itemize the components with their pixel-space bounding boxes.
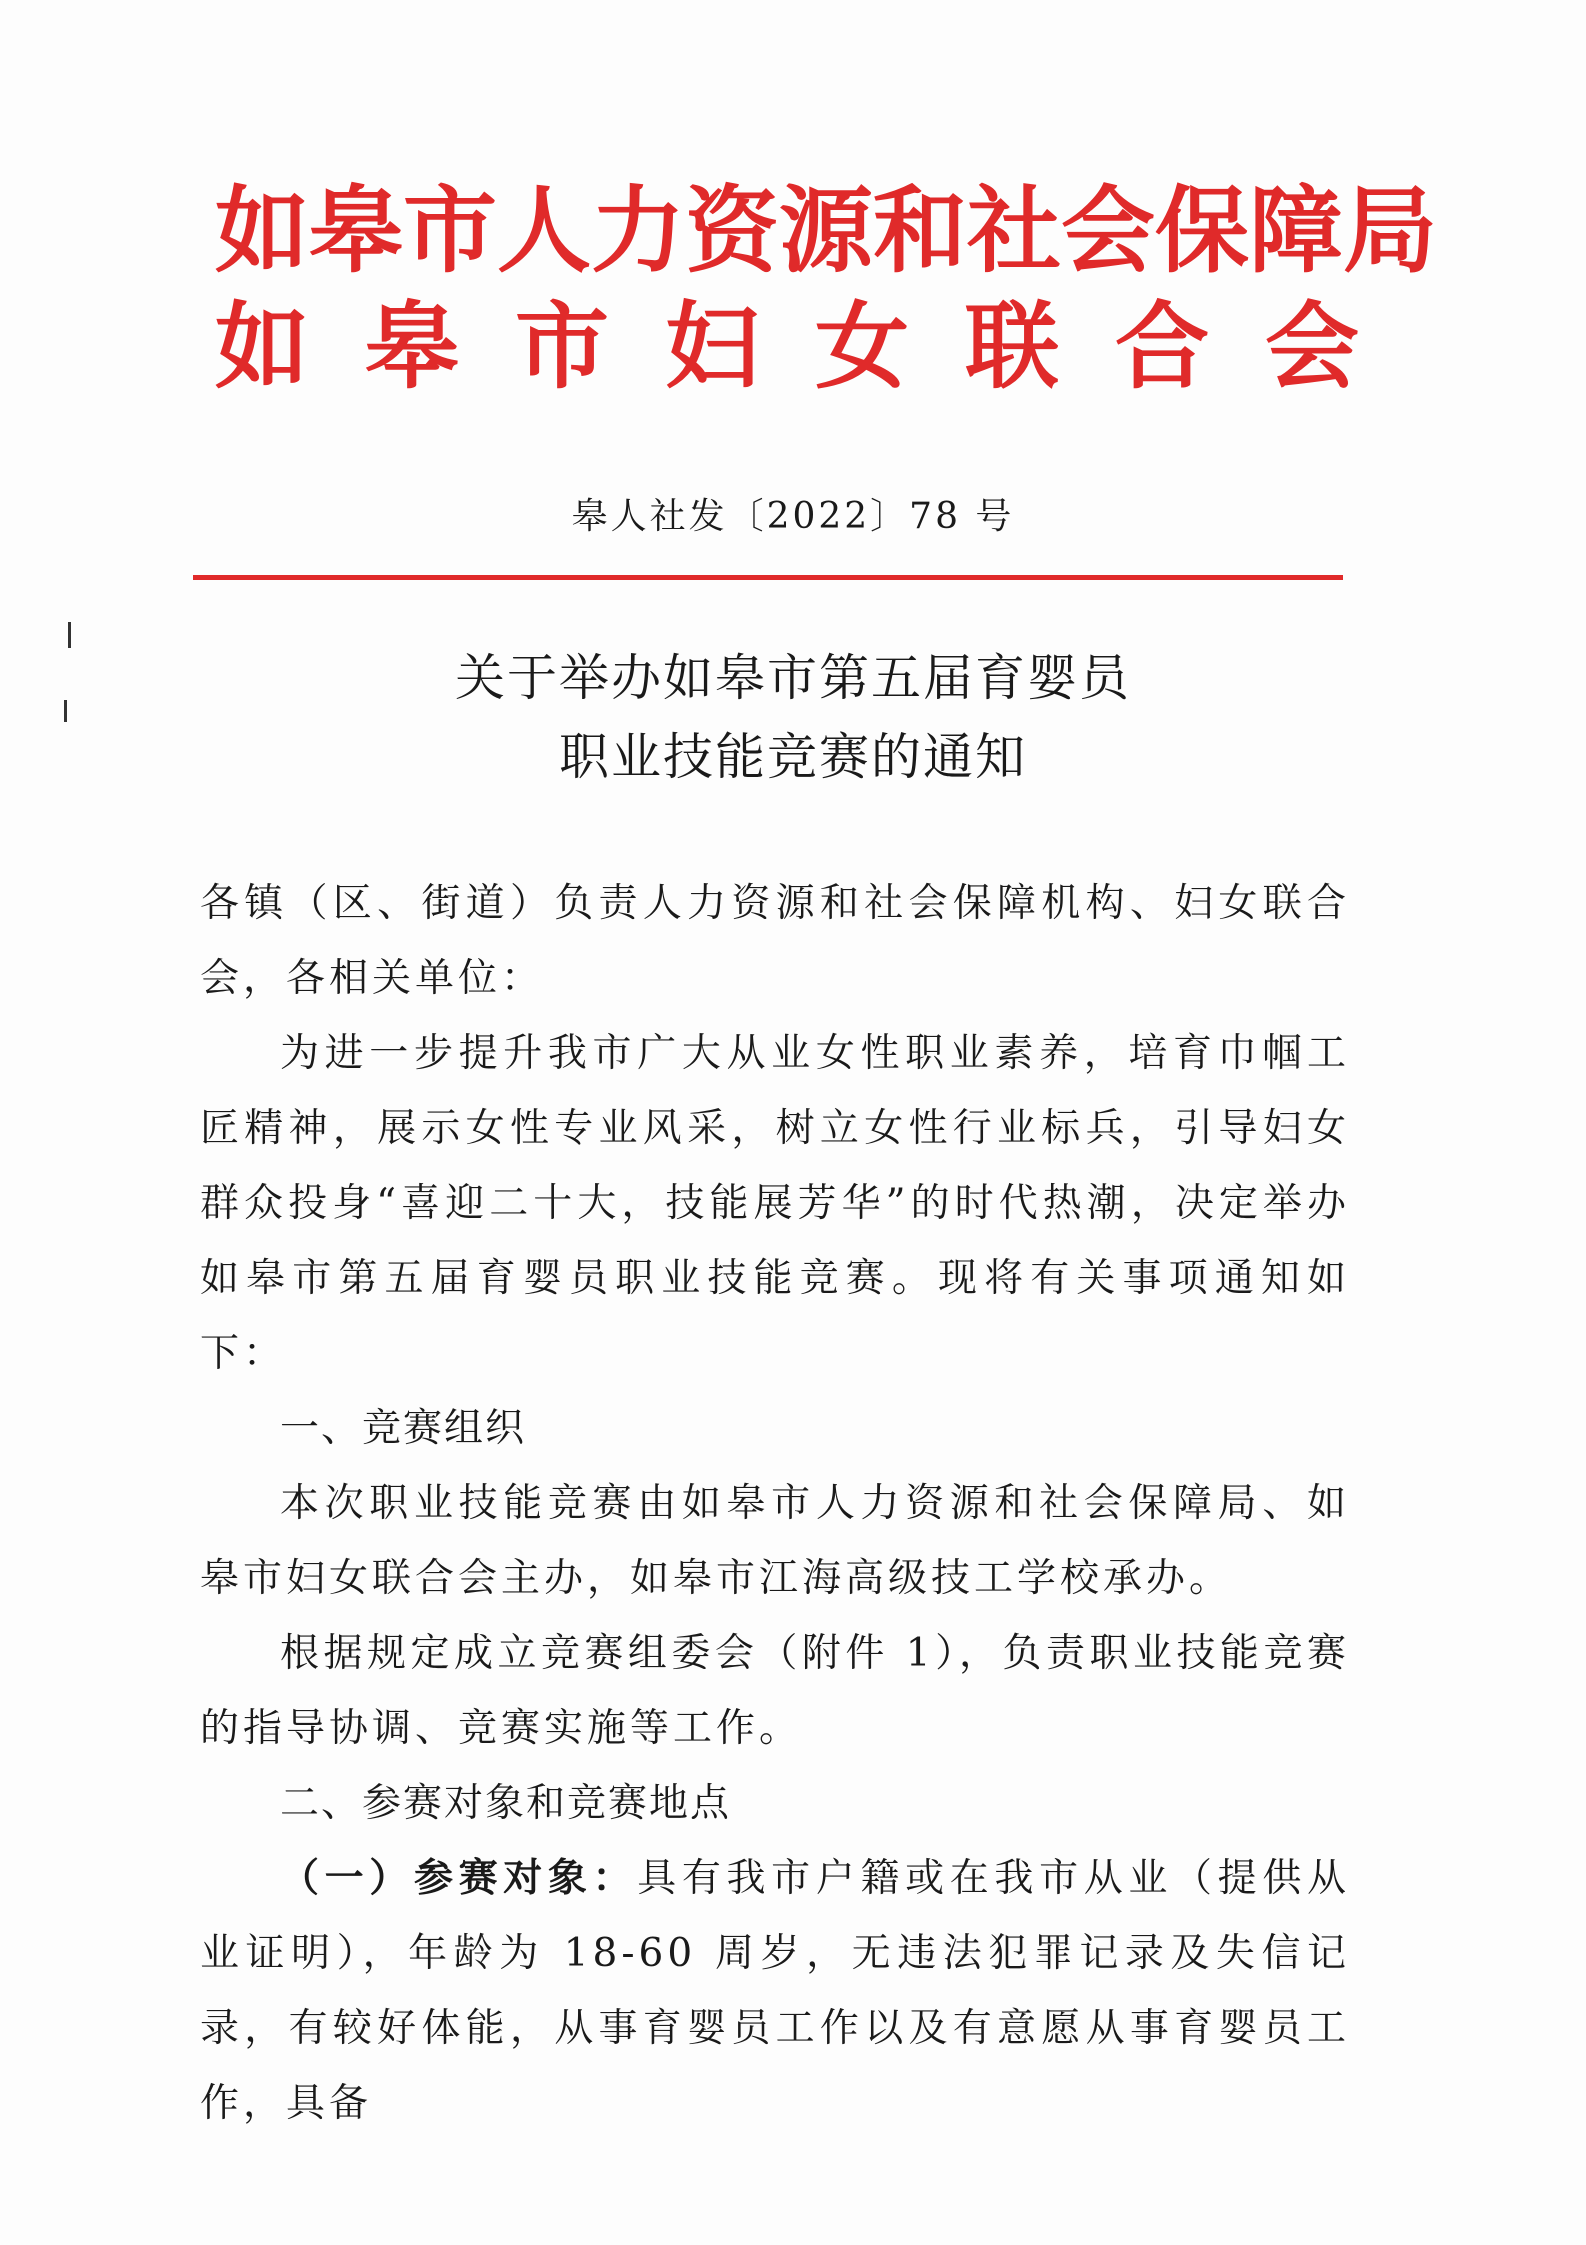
section-1-heading: 一、竞赛组织 <box>280 1406 527 1451</box>
notice-title-line-2: 职业技能竞赛的通知 <box>559 728 1027 786</box>
section-2-item-1-text: 具有我市户籍或在我市从业（提供从业证明），年龄为 18-60 周岁，无违法犯罪记录及失信记录，有较好体能，从事育婴员工作以及有意愿从事育婴员工作，具备 <box>200 1856 1350 2126</box>
addressee: 各镇（区、街道）负责人力资源和社会保障机构、妇女联合会，各相关单位： <box>200 881 1350 1001</box>
intro-paragraph: 为进一步提升我市广大从业女性职业素养，培育巾帼工匠精神，展示女性专业风采，树立女性行业标兵，引导妇女群众投身“喜迎二十大，技能展芳华”的时代热潮，决定举办如皋市第五届育婴员职业技能竞赛。现将有关事项通知如下： <box>200 1031 1350 1376</box>
binding-mark <box>68 622 71 648</box>
section-1-paragraph-1: 本次职业技能竞赛由如皋市人力资源和社会保障局、如皋市妇女联合会主办，如皋市江海高级技工学校承办。 <box>200 1481 1350 1601</box>
issuing-org-hrss: 如皋市人力资源和社会保障局 <box>215 176 1438 286</box>
notice-body <box>200 866 1350 2141</box>
section-1-paragraph-2: 根据规定成立竞赛组委会（附件 1），负责职业技能竞赛的指导协调、竞赛实施等工作。 <box>200 1631 1350 1751</box>
section-2-item-1 <box>200 1841 1350 2141</box>
binding-mark <box>64 700 67 722</box>
document-number: 皋人社发〔2022〕78 号 <box>571 496 1015 537</box>
issuing-org-womens-federation: 如皋市妇女联合会 <box>215 292 1416 402</box>
notice-title-line-1: 关于举办如皋市第五届育婴员 <box>455 649 1131 707</box>
section-2-item-1-label: （一）参赛对象： <box>280 1855 638 1901</box>
section-2-heading: 二、参赛对象和竞赛地点 <box>280 1781 732 1826</box>
red-header-rule <box>193 575 1343 580</box>
